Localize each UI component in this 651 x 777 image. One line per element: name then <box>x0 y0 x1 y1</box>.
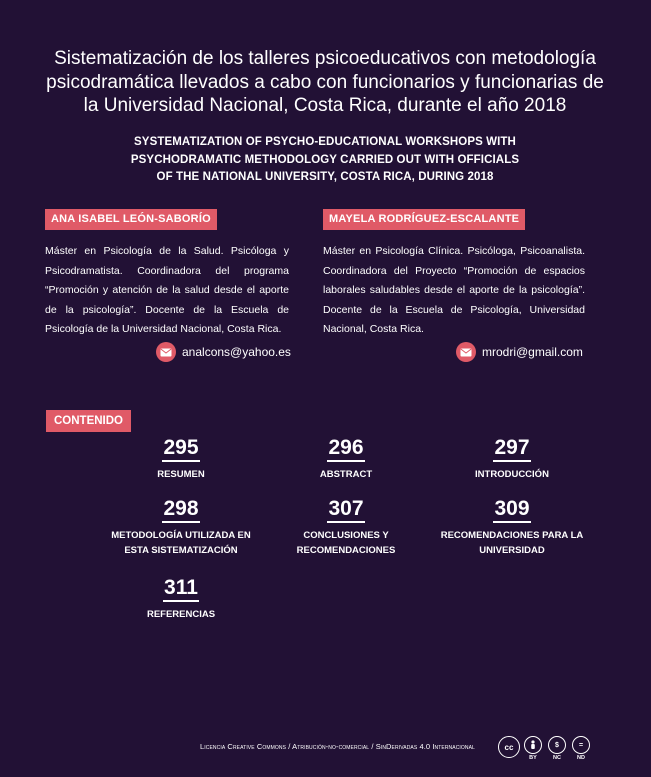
toc-label[interactable]: INTRODUCCIÓN <box>475 469 549 480</box>
author-block <box>323 209 585 340</box>
mail-icon <box>156 342 176 362</box>
equals-icon: = <box>572 736 590 754</box>
toc-label[interactable]: RESUMEN <box>157 469 205 480</box>
toc-page-number[interactable]: 295 <box>162 436 199 462</box>
subtitle-line: PSYCHODRAMATIC METHODOLOGY CARRIED OUT WITH OFFICIALS <box>130 153 520 166</box>
author-email[interactable] <box>456 342 583 362</box>
title-line: psicodramática llevados a cabo con funcionarios y funcionarias de <box>46 71 604 93</box>
subtitle-line: SYSTEMATIZATION OF PSYCHO-EDUCATIONAL WORKSHOPS WITH <box>134 136 516 148</box>
toc-label-line: CONCLUSIONES Y <box>303 530 389 541</box>
cc-nd-label: ND <box>577 755 585 761</box>
toc-entry[interactable] <box>437 497 587 558</box>
email-address[interactable]: analcons@yahoo.es <box>182 345 291 359</box>
author-name: MAYELA RODRÍGUEZ-ESCALANTE <box>323 209 525 230</box>
contents-heading: CONTENIDO <box>46 410 131 432</box>
author-email[interactable] <box>156 342 291 362</box>
toc-label[interactable]: REFERENCIAS <box>146 609 216 620</box>
subtitle-line: OF THE NATIONAL UNIVERSITY, COSTA RICA, DURING 2018 <box>156 171 494 183</box>
cc-circle: cc <box>498 736 520 758</box>
toc-page-number[interactable]: 309 <box>493 497 530 523</box>
cc-icon <box>498 736 520 761</box>
toc-label[interactable] <box>437 528 587 558</box>
author-name: ANA ISABEL LEÓN-SABORÍO <box>45 209 217 230</box>
toc-entry[interactable] <box>452 436 572 482</box>
author-bio: Máster en Psicología Clínica. Psicóloga, Psicoanalista. Coordinadora del Proyecto “Promoción de espacios laborales saludables desde el aporte de la psicología”. Docente de la Escuela de Psicología, Universidad Nacional, Costa Rica. <box>323 245 585 335</box>
email-address[interactable]: mrodri@gmail.com <box>482 345 583 359</box>
toc-label[interactable] <box>276 528 416 558</box>
toc-entry[interactable] <box>121 436 241 482</box>
toc-entry[interactable] <box>276 497 416 558</box>
title-line: Sistematización de los talleres psicoeducativos con metodología <box>54 48 596 69</box>
toc-label[interactable]: ABSTRACT <box>319 469 373 480</box>
author-block <box>45 209 289 340</box>
toc-label[interactable] <box>106 528 256 558</box>
toc-label-line: ESTA SISTEMATIZACIÓN <box>124 545 238 556</box>
toc-label-line: RECOMENDACIONES <box>296 545 396 556</box>
toc-page-number[interactable]: 311 <box>163 576 199 602</box>
license-text: Licencia Creative Commons / Atribución-no-comercial / SinDerivadas 4.0 Internacional <box>200 742 475 751</box>
toc-label-line: UNIVERSIDAD <box>479 545 545 556</box>
cc-by-label: BY <box>529 755 537 761</box>
cc-by-icon <box>522 736 544 761</box>
person-icon <box>524 736 542 754</box>
toc-page-number[interactable]: 298 <box>162 497 199 523</box>
mail-icon <box>456 342 476 362</box>
toc-label-line: METODOLOGÍA UTILIZADA EN <box>111 530 251 541</box>
author-bio: Máster en Psicología de la Salud. Psicóloga y Psicodramatista. Coordinadora del programa “Promoción y atención de la salud desde el aporte de la psicología”. Docente de la Escuela de Psicología de la Universidad Nacional, Costa Rica. <box>45 245 289 335</box>
toc-page-number[interactable]: 297 <box>493 436 530 462</box>
cc-nc-label: NC <box>553 755 561 761</box>
toc-entry[interactable] <box>121 576 241 622</box>
title-line: la Universidad Nacional, Costa Rica, durante el año 2018 <box>83 95 567 116</box>
creative-commons-badges[interactable] <box>498 736 592 761</box>
toc-entry[interactable] <box>286 436 406 482</box>
cc-nd-icon <box>570 736 592 761</box>
toc-entry[interactable] <box>106 497 256 558</box>
toc-page-number[interactable]: 296 <box>327 436 364 462</box>
page-title <box>30 47 620 118</box>
toc-label-line: RECOMENDACIONES PARA LA <box>440 530 584 541</box>
no-dollar-icon: $ <box>548 736 566 754</box>
toc-page-number[interactable]: 307 <box>327 497 364 523</box>
english-subtitle <box>30 134 620 187</box>
cc-nc-icon <box>546 736 568 761</box>
